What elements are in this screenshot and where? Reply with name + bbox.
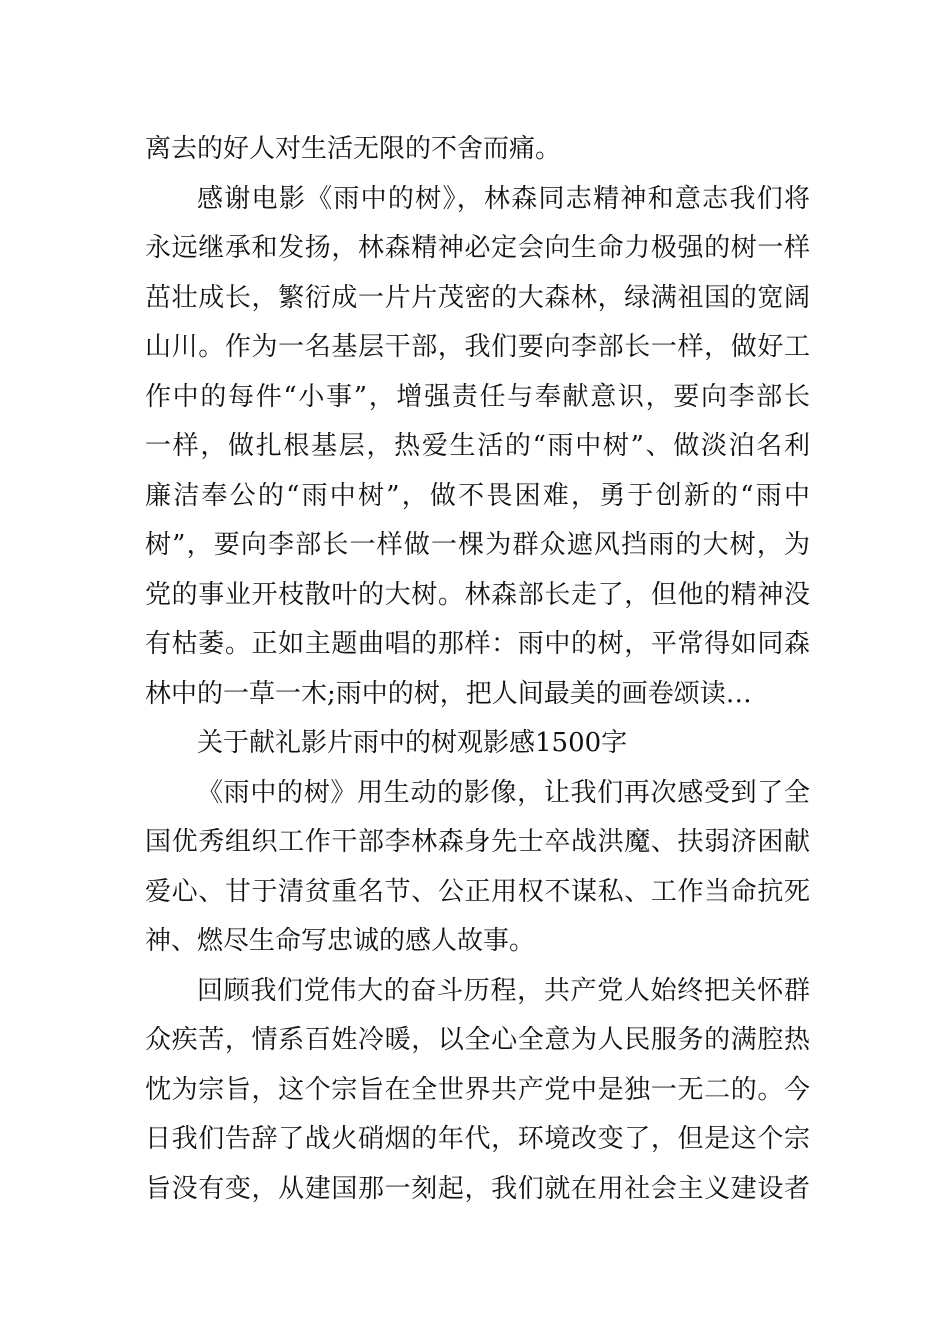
text-line: 茁壮成长，繁衍成一片片茂密的大森林，绿满祖国的宽阔 — [145, 282, 810, 313]
text-line: 爱心、甘于清贫重名节、公正用权不谋私、工作当命抗死 — [145, 876, 810, 907]
text-line: 日我们告辞了战火硝烟的年代，环境改变了，但是这个宗 — [145, 1124, 810, 1154]
text-line: 山川。作为一名基层干部，我们要向李部长一样，做好工 — [145, 332, 810, 362]
text-line: 离去的好人对生活无限的不舍而痛。 — [145, 134, 562, 164]
text-line: 林中的一草一木;雨中的树，把人间最美的画卷颂读… — [145, 678, 752, 709]
text-line: 树”，要向李部长一样做一棵为群众遮风挡雨的大树，为 — [145, 530, 810, 560]
section-heading: 关于献礼影片雨中的树观影感1500字 — [197, 728, 628, 758]
text-line: 一样，做扎根基层，热爱生活的“雨中树”、做淡泊名利 — [145, 431, 810, 461]
text-line: 廉洁奉公的“雨中树”，做不畏困难，勇于创新的“雨中 — [145, 480, 810, 511]
text-line: 国优秀组织工作干部李林森身先士卒战洪魔、扶弱济困献 — [145, 827, 810, 857]
paragraph-first-line: 《雨中的树》用生动的影像，让我们再次感受到了全 — [197, 777, 810, 808]
text-line: 旨没有变，从建国那一刻起，我们就在用社会主义建设者 — [145, 1173, 810, 1204]
paragraph-first-line: 感谢电影《雨中的树》，林森同志精神和意志我们将 — [197, 183, 810, 214]
paragraph-first-line: 回顾我们党伟大的奋斗历程，共产党人始终把关怀群 — [197, 975, 810, 1006]
text-line: 作中的每件“小事”，增强责任与奉献意识，要向李部长 — [145, 381, 810, 412]
document-body — [145, 125, 810, 1214]
text-line: 神、燃尽生命写忠诚的感人故事。 — [145, 926, 536, 956]
text-line: 有枯萎。正如主题曲唱的那样：雨中的树，平常得如同森 — [145, 629, 810, 659]
text-line: 众疾苦，情系百姓冷暖，以全心全意为人民服务的满腔热 — [145, 1025, 810, 1055]
text-line: 忱为宗旨，这个宗旨在全世界共产党中是独一无二的。今 — [145, 1074, 810, 1105]
text-line: 永远继承和发扬，林森精神必定会向生命力极强的树一样 — [145, 233, 810, 263]
text-line: 党的事业开枝散叶的大树。林森部长走了，但他的精神没 — [145, 579, 810, 610]
